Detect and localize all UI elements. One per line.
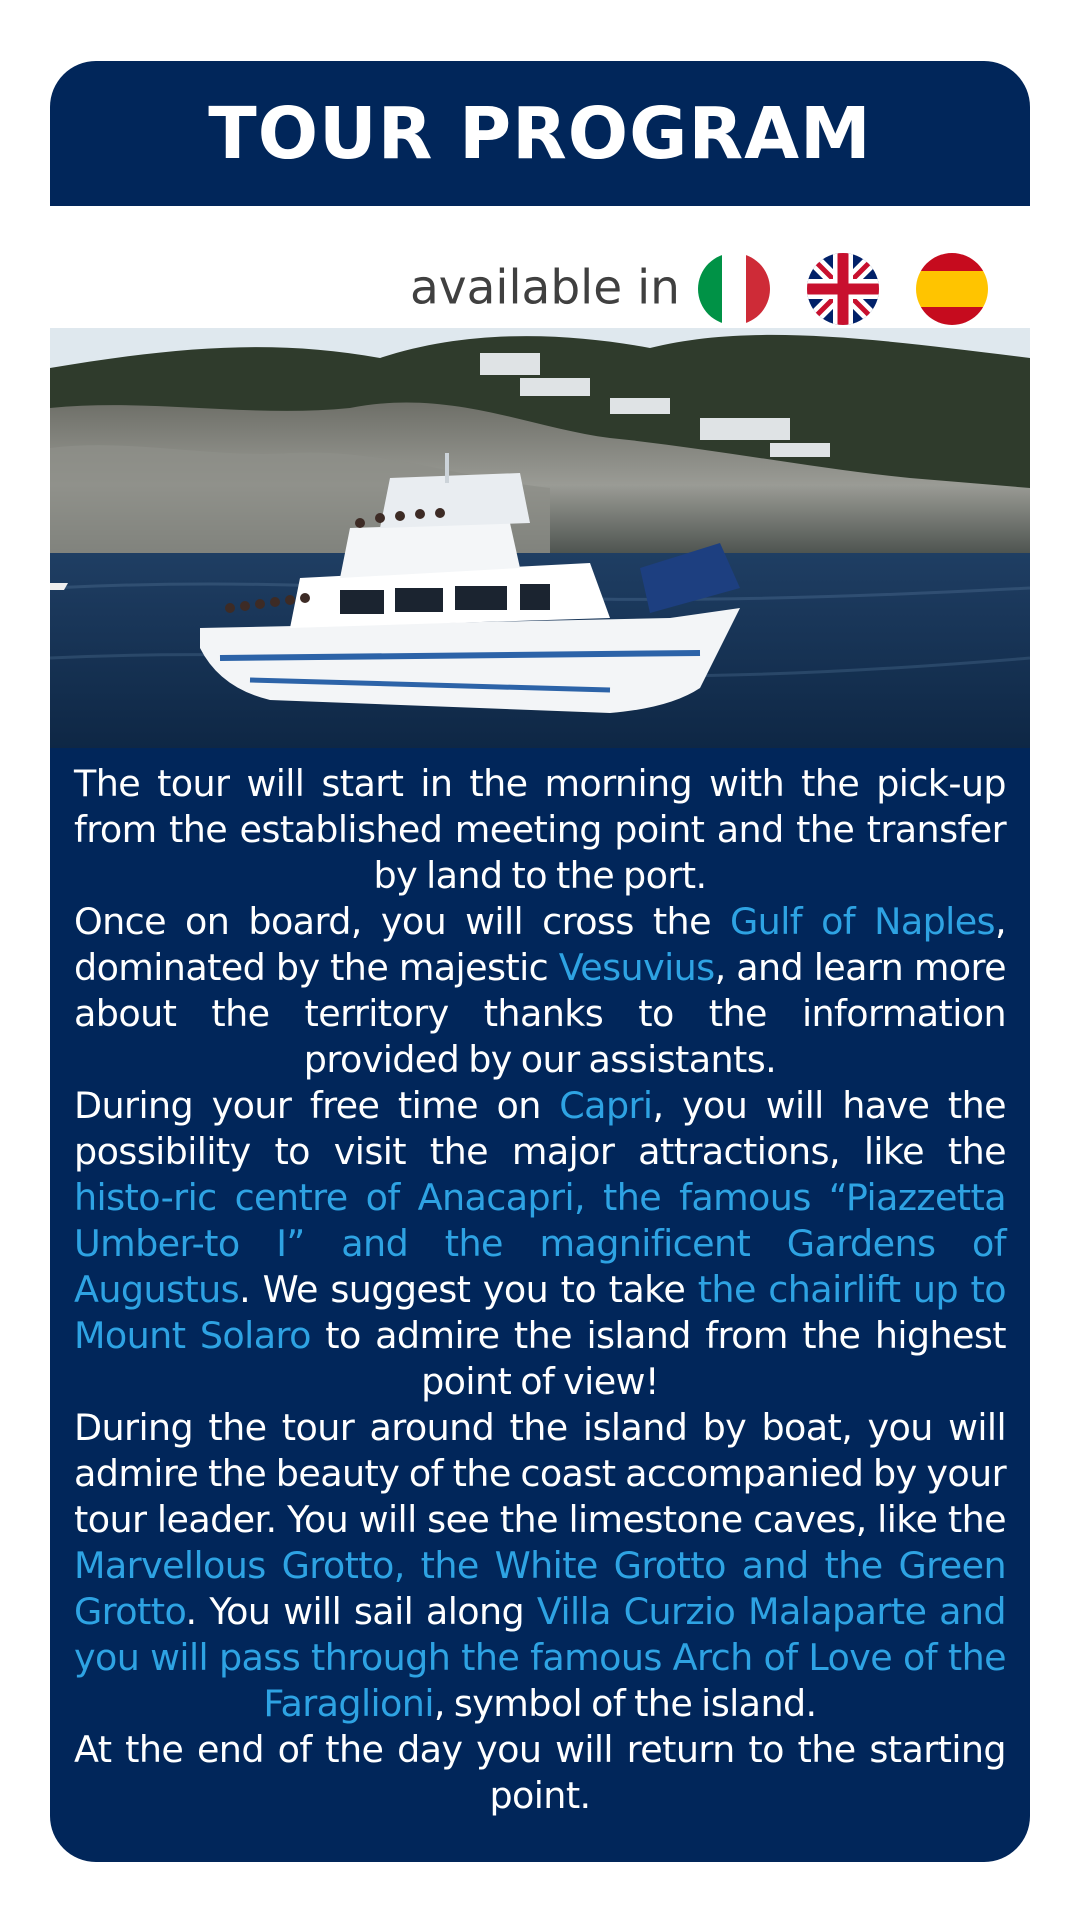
- text-segment: . You will sail along: [185, 1590, 537, 1633]
- text-segment: , dominated by the majestic: [74, 900, 1006, 989]
- highlight-gulf-of-naples: Gulf of Naples: [730, 900, 995, 943]
- text-segment: , and learn more about the territory thanks to the information provided by our assistants.: [74, 946, 1006, 1081]
- highlight-vesuvius: Vesuvius: [558, 946, 715, 989]
- capri-boat-photo: [50, 328, 1030, 748]
- page-title: TOUR PROGRAM: [208, 92, 872, 175]
- tour-program-card: [50, 61, 1030, 1862]
- highlight-chairlift: the chairlift up to Mount Solaro: [74, 1268, 1006, 1357]
- languages-label: available in: [410, 260, 680, 316]
- paragraph-return: At the end of the day you will return to the starting point.: [74, 1728, 1006, 1817]
- highlight-attractions: histo-ric centre of Anacapri, the famous “Piazzetta Umber-to I” and the magnificent Gardens of Augustus: [74, 1176, 1006, 1311]
- italian-flag-icon: [698, 253, 770, 325]
- paragraph-pickup: The tour will start in the morning with the pick-up from the established meeting point and the transfer by land to the port.: [74, 762, 1006, 897]
- languages-bar: [50, 206, 1030, 328]
- text-segment: . We suggest you to take: [239, 1268, 698, 1311]
- program-description: [74, 761, 1006, 1819]
- text-segment: , symbol of the island.: [433, 1682, 817, 1725]
- paragraph-boat-tour: [74, 1405, 1006, 1727]
- text-segment: , you will have the possibility to visit the major attractions, like the: [74, 1084, 1006, 1173]
- uk-flag-icon: [807, 253, 879, 325]
- paragraph-free-time: [74, 1083, 1006, 1405]
- text-segment: Once on board, you will cross the: [74, 900, 730, 943]
- text-segment: During the tour around the island by boat, you will admire the beauty of the coast accompanied by your tour leader. You will see the limestone caves, like the: [74, 1406, 1006, 1541]
- highlight-grottos: Marvellous Grotto, the White Grotto and the Green Grotto: [74, 1544, 1006, 1633]
- highlight-capri: Capri: [559, 1084, 653, 1127]
- text-segment: to admire the island from the highest point of view!: [310, 1314, 1006, 1403]
- highlight-faraglioni: Villa Curzio Malaparte and you will pass through the famous Arch of Love of the Faraglioni: [74, 1590, 1006, 1725]
- spanish-flag-icon: [916, 253, 988, 325]
- text-segment: During your free time on: [74, 1084, 560, 1127]
- paragraph-crossing: [74, 899, 1006, 1083]
